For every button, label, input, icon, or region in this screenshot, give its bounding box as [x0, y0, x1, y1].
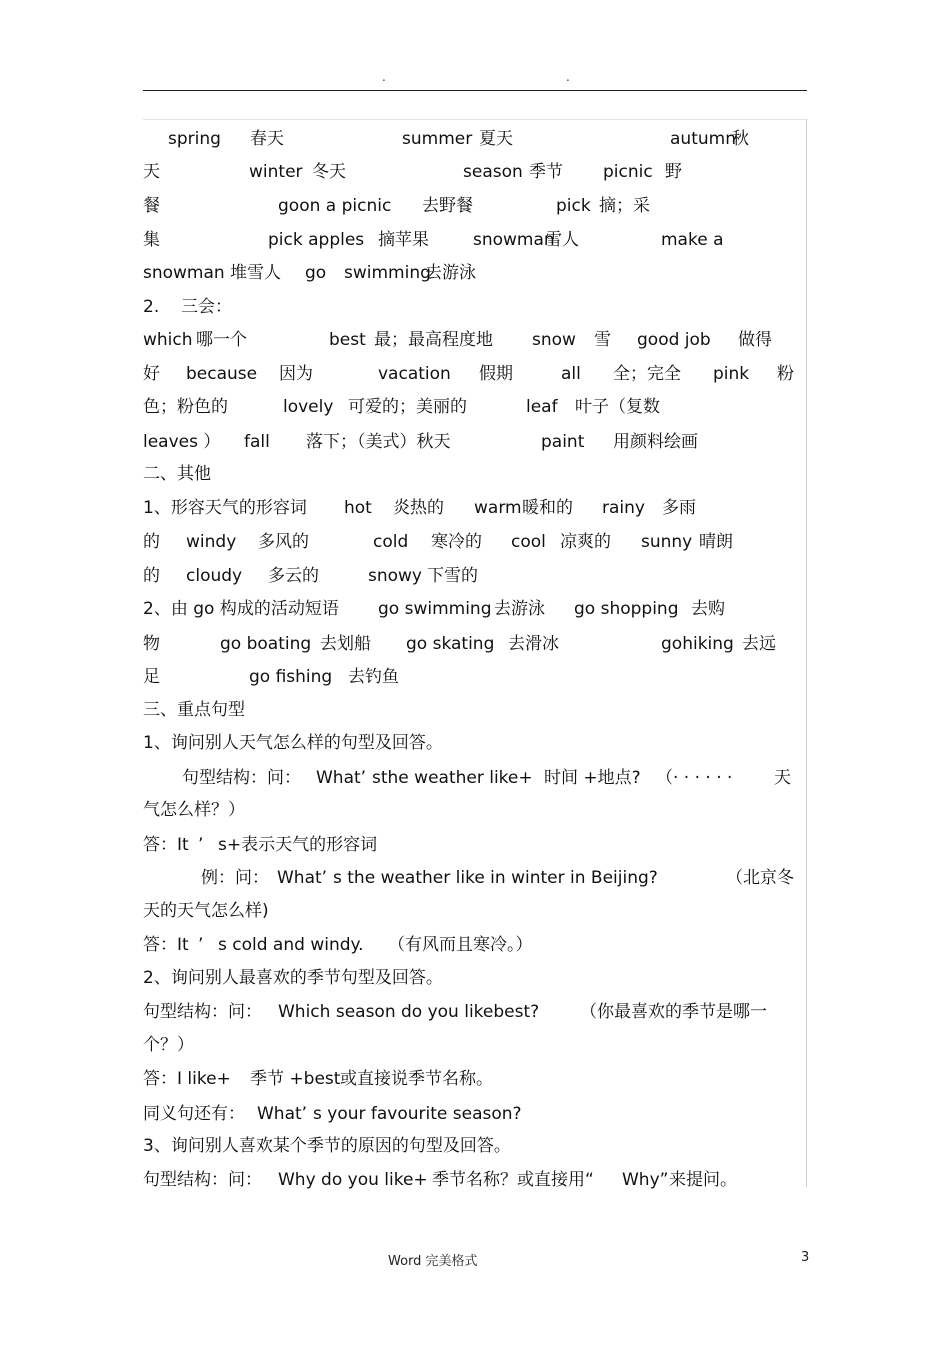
text-l14-0: 的	[143, 566, 160, 586]
text-l09-0: 色；粉色的	[143, 397, 228, 417]
text-l09-1: lovely	[283, 397, 334, 417]
text-l02-1: winter	[249, 162, 303, 182]
text-l12-4: 暖和的	[522, 498, 573, 518]
text-l06-1: 三会：	[181, 297, 232, 317]
text-l13-5: cool	[511, 532, 546, 552]
text-l09-4: 叶子（复数	[575, 397, 660, 417]
text-l01-2: summer	[402, 129, 473, 149]
text-l23-0: 例：问：	[201, 868, 269, 888]
text-l07-1: 哪一个	[196, 330, 247, 350]
text-l20-0: 句型结构：问：	[182, 768, 301, 788]
header-dot-right: .	[566, 70, 570, 84]
text-l07-2: best	[329, 330, 366, 350]
text-l13-2: 多风的	[258, 532, 309, 552]
text-l23-1: What’	[277, 868, 328, 888]
text-l16-6: 去远	[742, 634, 776, 654]
text-l16-5: gohiking	[661, 634, 734, 654]
text-l08-8: 粉	[777, 364, 794, 384]
text-l12-2: 炎热的	[393, 498, 444, 518]
text-l10-4: 用颜料绘画	[613, 432, 698, 452]
text-l14-4: 下雪的	[427, 566, 478, 586]
text-l25-3: （有风而且寒冷。）	[388, 935, 533, 955]
text-l04-3: snowman	[473, 230, 555, 250]
footer-label: Word 完美格式	[388, 1254, 478, 1269]
text-l32-1: Why do you like+	[278, 1170, 428, 1190]
content-frame-right	[806, 119, 807, 1187]
text-l05-4: 去游泳	[425, 263, 476, 283]
text-l03-1: goon a picnic	[278, 196, 392, 216]
text-l29-1: 季节 +best	[250, 1069, 341, 1089]
text-l23-2: s the weather like in winter in Beijing?	[333, 868, 658, 888]
text-l32-4: 来提问。	[669, 1170, 737, 1190]
text-l08-7: pink	[713, 364, 750, 384]
text-l14-1: cloudy	[186, 566, 243, 586]
text-l05-3: swimming	[344, 263, 431, 283]
text-l07-5: 雪	[594, 330, 611, 350]
text-l22-2: s+表示天气的形容词	[218, 835, 378, 855]
text-l08-1: because	[186, 364, 258, 384]
text-l15-1: go swimming	[378, 599, 492, 619]
text-l04-1: pick apples	[268, 230, 365, 250]
text-l04-5: make a	[661, 230, 724, 250]
text-l25-0: 答：It	[143, 935, 189, 955]
text-l30-1: What’	[257, 1104, 308, 1124]
text-l15-4: 去购	[691, 599, 725, 619]
text-l22-0: 答：It	[143, 835, 189, 855]
text-l20-3: 时间 +地点?	[544, 768, 641, 788]
text-l17-0: 足	[143, 667, 160, 687]
page-number: 3	[801, 1250, 810, 1265]
text-l16-1: go boating	[220, 634, 312, 654]
text-l03-4: 摘；采	[599, 196, 650, 216]
text-l14-3: snowy	[368, 566, 422, 586]
header-rule	[143, 90, 807, 91]
text-l02-2: 冬天	[312, 162, 346, 182]
text-l19-0: 1、询问别人天气怎么样的句型及回答。	[143, 733, 443, 753]
text-l07-0: which	[143, 330, 193, 350]
text-l10-1: fall	[244, 432, 270, 452]
text-l06-0: 2.	[143, 297, 160, 317]
text-l08-4: 假期	[479, 364, 513, 384]
text-l13-6: 凉爽的	[560, 532, 611, 552]
text-l12-5: rainy	[602, 498, 645, 518]
text-l20-2: sthe weather like+	[372, 768, 533, 788]
text-l10-0: leaves ）	[143, 432, 221, 452]
text-l01-3: 夏天	[479, 129, 513, 149]
text-l03-0: 餐	[143, 196, 160, 216]
text-l14-2: 多云的	[268, 566, 319, 586]
text-l02-3: season	[463, 162, 523, 182]
text-l15-3: go shopping	[574, 599, 679, 619]
text-l05-0: snowman	[143, 263, 225, 283]
text-l29-0: 答：I like+	[143, 1069, 231, 1089]
text-l16-2: 去划船	[320, 634, 371, 654]
text-l13-8: 晴朗	[699, 532, 733, 552]
text-l02-4: 季节	[529, 162, 563, 182]
text-l27-1: Which season do you likebest?	[278, 1002, 540, 1022]
text-l10-2: 落下；（美式）秋天	[306, 432, 451, 452]
text-l23-3: （北京冬	[726, 868, 794, 888]
text-l05-2: go	[305, 263, 327, 283]
text-l01-4: autumn	[670, 129, 736, 149]
text-l08-6: 全；完全	[613, 364, 681, 384]
text-l18-0: 三、重点句型	[143, 700, 245, 720]
text-l17-1: go fishing	[249, 667, 333, 687]
text-l12-1: hot	[344, 498, 372, 518]
text-l04-0: 集	[143, 230, 160, 250]
text-l08-5: all	[561, 364, 581, 384]
text-l31-0: 3、询问别人喜欢某个季节的原因的句型及回答。	[143, 1136, 511, 1156]
text-l28-0: 个？）	[143, 1035, 194, 1055]
text-l16-3: go skating	[406, 634, 495, 654]
text-l32-0: 句型结构：问：	[143, 1170, 262, 1190]
text-l20-1: What’	[316, 768, 367, 788]
text-l02-5: picnic	[603, 162, 653, 182]
text-l02-6: 野	[665, 162, 682, 182]
text-l13-0: 的	[143, 532, 160, 552]
text-l01-0: spring	[168, 129, 221, 149]
text-l04-4: 雪人	[545, 230, 579, 250]
text-l07-7: 做得	[738, 330, 772, 350]
text-l25-1: ’	[198, 935, 204, 955]
text-l13-1: windy	[186, 532, 237, 552]
text-l13-7: sunny	[641, 532, 693, 552]
text-l11-0: 二、其他	[143, 464, 211, 484]
text-l32-3: Why”	[622, 1170, 669, 1190]
text-l03-2: 去野餐	[422, 196, 473, 216]
content-frame-top	[143, 119, 807, 120]
text-l04-2: 摘苹果	[378, 230, 429, 250]
text-l32-2: 季节名称？或直接用“	[432, 1170, 594, 1190]
text-l12-6: 多雨	[662, 498, 696, 518]
text-l08-3: vacation	[378, 364, 451, 384]
text-l01-1: 春天	[250, 129, 284, 149]
text-l02-0: 天	[143, 162, 160, 182]
text-l13-4: 寒冷的	[431, 532, 482, 552]
text-l09-2: 可爱的；美丽的	[348, 397, 467, 417]
text-l12-0: 1、形容天气的形容词	[143, 498, 307, 518]
text-l15-2: 去游泳	[494, 599, 545, 619]
text-l07-3: 最；最高程度地	[374, 330, 493, 350]
text-l27-0: 句型结构：问：	[143, 1002, 262, 1022]
text-l24-0: 天的天气怎么样)	[143, 901, 269, 921]
header-dot-left: .	[382, 70, 386, 84]
text-l08-2: 因为	[279, 364, 313, 384]
text-l27-2: （你最喜欢的季节是哪一	[580, 1002, 767, 1022]
text-l20-5: 天	[774, 768, 791, 788]
text-l07-4: snow	[532, 330, 576, 350]
text-l16-4: 去滑冰	[508, 634, 559, 654]
text-l03-3: pick	[556, 196, 591, 216]
text-l29-2: 或直接说季节名称。	[340, 1069, 493, 1089]
text-l13-3: cold	[373, 532, 409, 552]
text-l05-1: 堆雪人	[230, 263, 281, 283]
text-l01-5: 秋	[732, 129, 749, 149]
text-l20-4: （· · · · · ·	[656, 768, 733, 788]
text-l10-3: paint	[541, 432, 585, 452]
text-l15-0: 2、由 go 构成的活动短语	[143, 599, 339, 619]
text-l22-1: ’	[198, 835, 204, 855]
text-l07-6: good job	[637, 330, 711, 350]
text-l12-3: warm	[474, 498, 522, 518]
text-l30-2: s your favourite season?	[313, 1104, 522, 1124]
text-l16-0: 物	[143, 634, 160, 654]
text-l25-2: s cold and windy.	[218, 935, 364, 955]
text-l26-0: 2、询问别人最喜欢的季节句型及回答。	[143, 968, 443, 988]
text-l21-0: 气怎么样？）	[143, 800, 245, 820]
text-l17-2: 去钓鱼	[348, 667, 399, 687]
text-l09-3: leaf	[526, 397, 558, 417]
text-l08-0: 好	[143, 364, 160, 384]
text-l30-0: 同义句还有：	[143, 1104, 245, 1124]
